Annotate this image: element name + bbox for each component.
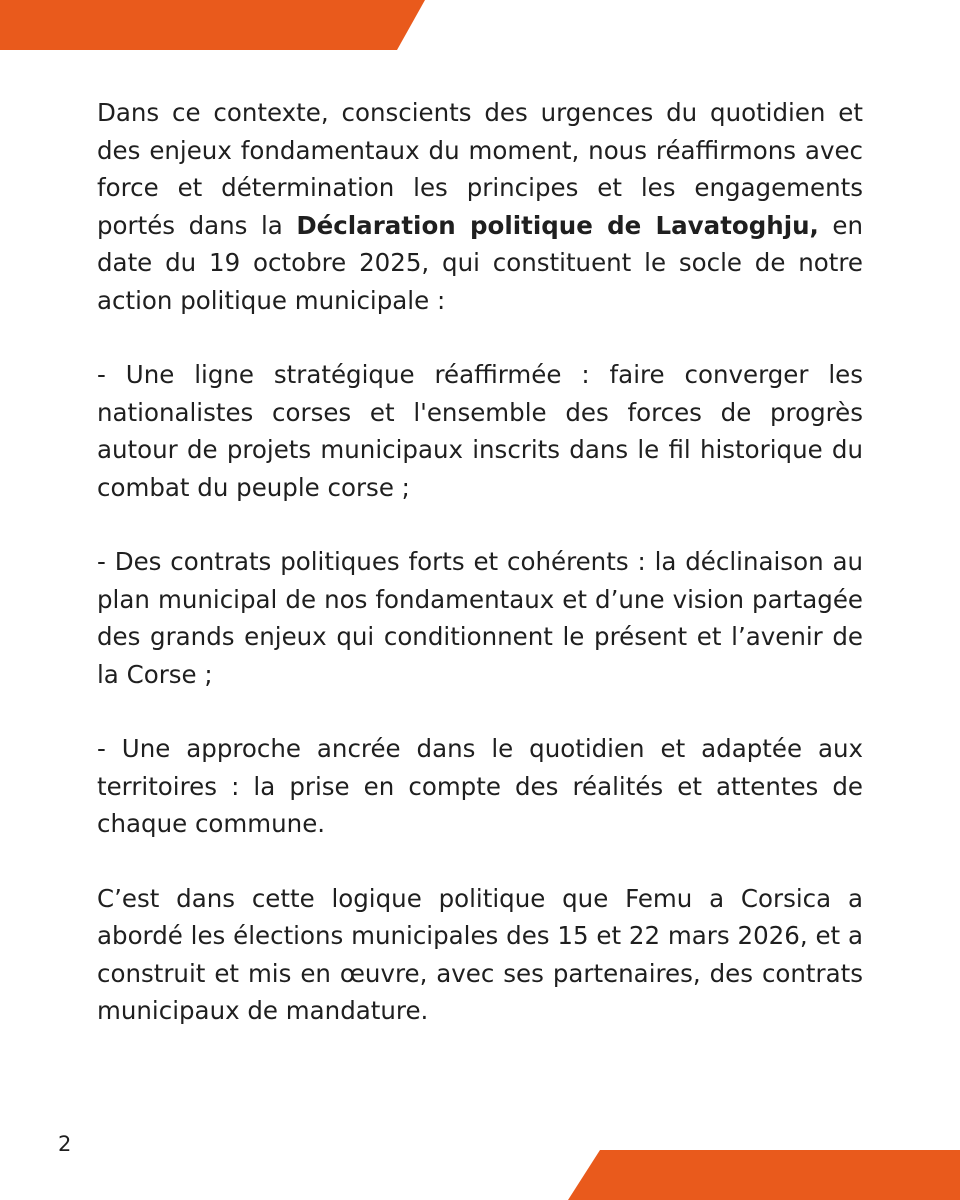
bottom-accent-band <box>568 1150 960 1200</box>
declaration-title: Déclaration politique de Lavatoghju, <box>296 210 819 240</box>
top-accent-band-shape <box>0 0 425 50</box>
intro-text-after: en date du 19 octobre 2025, qui constituent le socle de notre action politique municipale : <box>97 210 863 315</box>
local-approach-paragraph: - Une approche ancrée dans le quotidien et adaptée aux territoires : la prise en compte des réalités et attentes de chaque commune. <box>97 734 863 838</box>
intro-text-before: Dans ce contexte, conscients des urgences du quotidien et des enjeux fondamentaux du moment, nous réaffirmons avec force et détermination les principes et les engagements portés dans la <box>97 98 863 240</box>
political-contracts-paragraph: - Des contrats politiques forts et cohérents : la déclinaison au plan municipal de nos fondamentaux et d’une vision partagée des grands enjeux qui conditionnent le présent et l’avenir de la Corse ; <box>97 547 863 689</box>
top-accent-band <box>0 0 425 50</box>
strategic-line-paragraph: - Une ligne stratégique réaffirmée : faire converger les nationalistes corses et l'ensemble des forces de progrès autour de projets municipaux inscrits dans le fil historique du combat du peuple corse ; <box>97 360 863 502</box>
bottom-accent-band-shape <box>568 1150 960 1200</box>
document-body <box>97 94 863 1067</box>
conclusion-paragraph: C’est dans cette logique politique que Femu a Corsica a abordé les élections municipales des 15 et 22 mars 2026, et a construit et mis en œuvre, avec ses partenaires, des contrats municipaux de mandature. <box>97 883 863 1025</box>
page-number: 2 <box>58 1132 72 1156</box>
intro-paragraph <box>97 94 863 319</box>
